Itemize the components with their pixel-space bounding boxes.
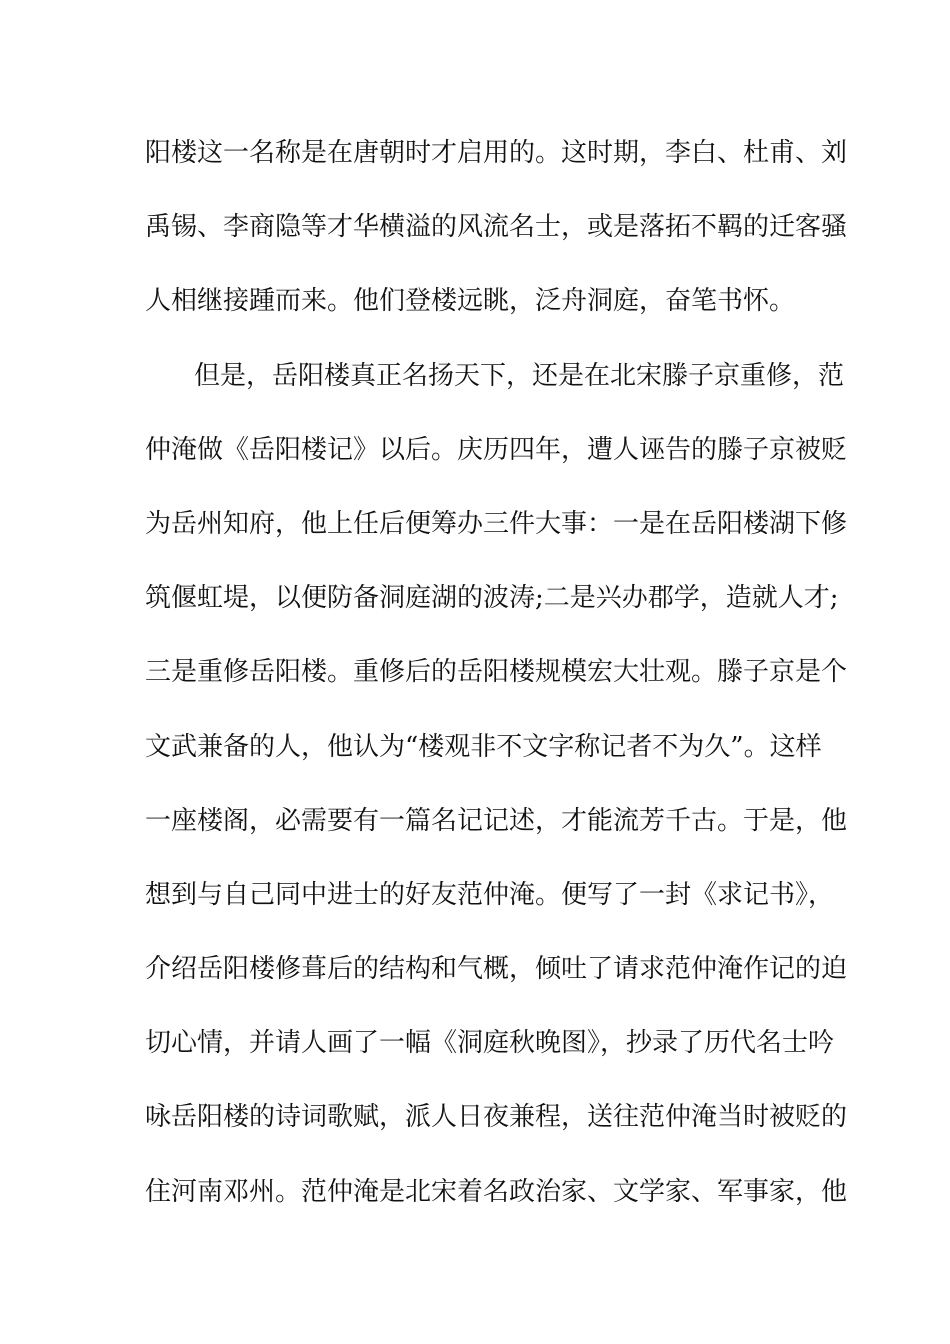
text-line-13: 切心情，并请人画了一幅《洞庭秋晚图》，抄录了历代名士吟 [145,1028,835,1059]
text-line-12: 介绍岳阳楼修葺后的结构和气概，倾吐了请求范仲淹作记的迫 [145,954,848,985]
text-line-11: 想到与自己同中进士的好友范仲淹。便写了一封《求记书》， [145,879,835,910]
text-line-3: 人相继接踵而来。他们登楼远眺，泛舟洞庭，奋笔书怀。 [145,286,796,317]
text-line-7: 筑偃虹堤，以便防备洞庭湖的波涛;二是兴办郡学，造就人才; [145,583,839,614]
text-line-1: 阳楼这一名称是在唐朝时才启用的。这时期，李白、杜甫、刘 [145,138,848,168]
text-line-6: 为岳州知府，他上任后便筹办三件大事：一是在岳阳楼湖下修 [145,508,848,539]
text-line-8: 三是重修岳阳楼。重修后的岳阳楼规模宏大壮观。滕子京是个 [145,657,848,688]
text-line-15: 住河南邓州。范仲淹是北宋着名政治家、文学家、军事家，他 [145,1176,848,1207]
text-line-10: 一座楼阁，必需要有一篇名记记述，才能流芳千古。于是，他 [145,805,848,836]
text-line-9: 文武兼备的人，他认为“楼观非不文字称记者不为久”。这样 [145,731,822,762]
text-line-2: 禹锡、李商隐等才华横溢的风流名士，或是落拓不羁的迁客骚 [145,212,848,243]
text-line-14: 咏岳阳楼的诗词歌赋，派人日夜兼程，送往范仲淹当时被贬的 [145,1102,848,1133]
body-text [145,128,848,1241]
text-line-4: 但是，岳阳楼真正名扬天下，还是在北宋滕子京重修，范 [194,360,845,391]
text-line-5: 仲淹做《岳阳楼记》以后。庆历四年，遭人诬告的滕子京被贬 [145,434,848,465]
